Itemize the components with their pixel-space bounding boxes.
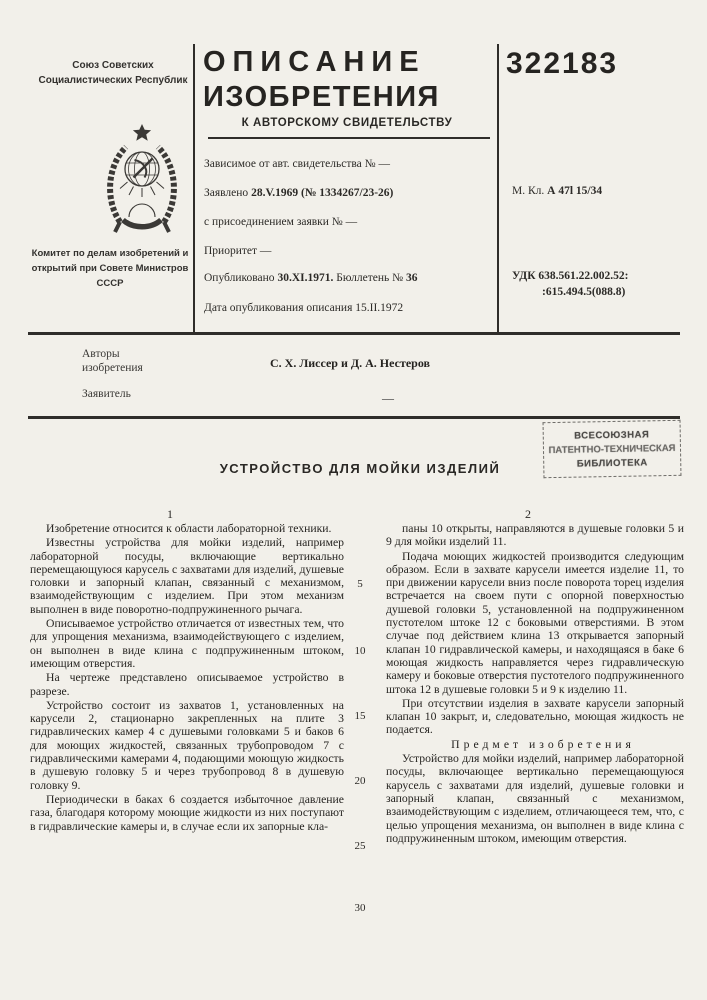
filed-application-number: (№ 1334267/23-26) [301, 187, 394, 199]
claims-paragraph: Устройство для мойки изделий, например лабораторной посуды, включающее вертикально перемещающуюся карусель с захватами для изделий, душевые головки и запорный клапан, связанный с механизмом, взаимодействующим с изделием, отличающееся тем, что, с целью упрощения механизма, он выполнен в виде клина с подпружиненным штоком, имеющим отверстия. [386, 752, 684, 845]
claims-heading: Предмет изобретения [451, 737, 635, 751]
body-column-1 [30, 522, 344, 942]
column-1-number: 1 [167, 507, 173, 521]
gutter-line-number: 20 [354, 775, 366, 787]
published-line [204, 272, 496, 284]
stamp-line3: БИБЛИОТЕКА [576, 457, 648, 470]
document-type-title-line2: ИЗОБРЕТЕНИЯ [203, 81, 440, 113]
paragraph: Устройство состоит из захватов 1, установленных на карусели 2, стационарно закрепленных на плите 3 гидравлических камер 4 с душевыми головками 5 и баков 6 для моющих жидкостей, связанных трубопроводом 7 с гидравлическими камерами 4, подающими моющую жидкость в душевую головку 5 и через трубопровод 8 в душевую головку 9. [30, 698, 344, 792]
filed-line [204, 187, 496, 199]
authors-band-top-rule [28, 332, 680, 335]
dependent-label: Зависимое от авт. свидетельства № [204, 158, 376, 170]
ipc-value: А 47l 15/34 [547, 185, 603, 197]
stamp-line1: ВСЕСОЮЗНАЯ [574, 429, 650, 442]
issuing-country: Союз Советских Социалистических Республик [38, 60, 188, 86]
invention-title: УСТРОЙСТВО ДЛЯ МОЙКИ ИЗДЕЛИЙ [219, 461, 501, 476]
paragraph: Периодически в баках 6 создается избыточное давление газа, благодаря которому моющие жидкости из них поступают в гидравлические камеры и, в случае если их запорные кла- [30, 792, 344, 833]
authors-names: С. Х. Лиссер и Д. А. Нестеров [269, 356, 431, 370]
udk-value-line2: :615.494.5(088.8) [542, 286, 626, 298]
paragraph: Описываемое устройство отличается от известных тем, что для упрощения механизма, взаимодействующего с изделием, он выполнен в виде клина с подпружиненным штоком, имеющим отверстия. [30, 617, 344, 670]
body-column-2 [386, 522, 684, 942]
paragraph: Подача моющих жидкостей производится следующим образом. Если в захвате карусели имеется изделие 11, то при движении карусели вниз после поворота торец изделия встречается на своем пути с опорной поверхностью душевой головки 5, установленной на подпружиненном пустотелом штоке 12 с боковыми отверстиями. В этом случае под действием клина 13 открывается запорный клапан 10 гидравлической камеры, и находящаяся в баке 6 моющая жидкость направляется через гидравлическую камеру и боковые отверстия пустотелого подпружиненного штока 12 в душевые головки 5 и 9 к изделию 11. [386, 549, 684, 696]
priority-value: — [259, 245, 272, 257]
filed-date: 28.V.1969 [251, 187, 299, 199]
paragraph: На чертеже представлено описываемое устройство в разрезе. [30, 671, 344, 698]
authors-label: Авторы изобретения [82, 348, 143, 374]
gutter-line-number: 15 [354, 710, 366, 722]
published-date: 30.XI.1971. [277, 272, 334, 284]
joined-application-line [204, 216, 496, 228]
header-vertical-divider-left [193, 44, 195, 334]
document-type-title-line1: ОПИСАНИЕ [203, 46, 426, 78]
ipc-class-line [512, 185, 602, 197]
ussr-emblem-icon [96, 120, 188, 240]
dependent-certificate-line [204, 158, 496, 170]
stamp-line2: ПАТЕНТНО-ТЕХНИЧЕСКАЯ [548, 442, 676, 457]
star-icon [133, 124, 151, 141]
bulletin-number: 36 [405, 272, 418, 284]
gutter-line-number: 5 [357, 578, 363, 590]
joined-label: с присоединением заявки № [204, 216, 343, 228]
priority-line [204, 245, 496, 257]
udk-value-line1: УДК 638.561.22.002.52: [512, 270, 629, 282]
column-2-number: 2 [525, 507, 531, 521]
filed-label: Заявлено [204, 187, 249, 199]
authors-band-bottom-rule [28, 416, 680, 419]
header-vertical-divider-right [497, 44, 499, 334]
description-publication-date-line: Дата опубликования описания 15.II.1972 [204, 302, 404, 314]
paragraph: Изобретение относится к области лабораторной техники. [46, 522, 332, 535]
gutter-line-number: 25 [354, 840, 366, 852]
patent-number: 322183 [506, 47, 619, 80]
paragraph: Известны устройства для мойки изделий, например лабораторной посуды, включающие вертикально перемещающуюся карусель с захватами для изделий, душевые головки и запорный клапан, связанный с механизмом, взаимодействующим с изделием. При этом механизм выполнен в виде поворотно-подпружиненного рычага. [30, 536, 344, 616]
priority-label: Приоритет [204, 245, 258, 257]
dependent-value: — [378, 158, 391, 170]
joined-value: — [345, 216, 358, 228]
paragraph: паны 10 открыты, направляются в душевые головки 5 и 9 для мойки изделий 11. [386, 522, 684, 549]
subtitle-underline [208, 137, 490, 139]
paragraph: При отсутствии изделия в захвате карусели запорный клапан 10 закрыт, и, следовательно, моющая жидкость не подается. [386, 696, 684, 737]
gutter-line-number: 30 [354, 902, 366, 914]
applicant-value: — [382, 391, 394, 405]
issuing-committee: Комитет по делам изобретений и открытий при Совете Министров СССР [31, 248, 189, 289]
published-label: Опубликовано [204, 272, 275, 284]
udk-line [512, 268, 628, 300]
document-subtitle: К АВТОРСКОМУ СВИДЕТЕЛЬСТВУ [241, 117, 453, 129]
gutter-line-number: 10 [354, 645, 366, 657]
bulletin-label: Бюллетень № [336, 272, 404, 284]
ipc-label: М. Кл. [512, 185, 545, 197]
applicant-label: Заявитель [82, 388, 131, 400]
